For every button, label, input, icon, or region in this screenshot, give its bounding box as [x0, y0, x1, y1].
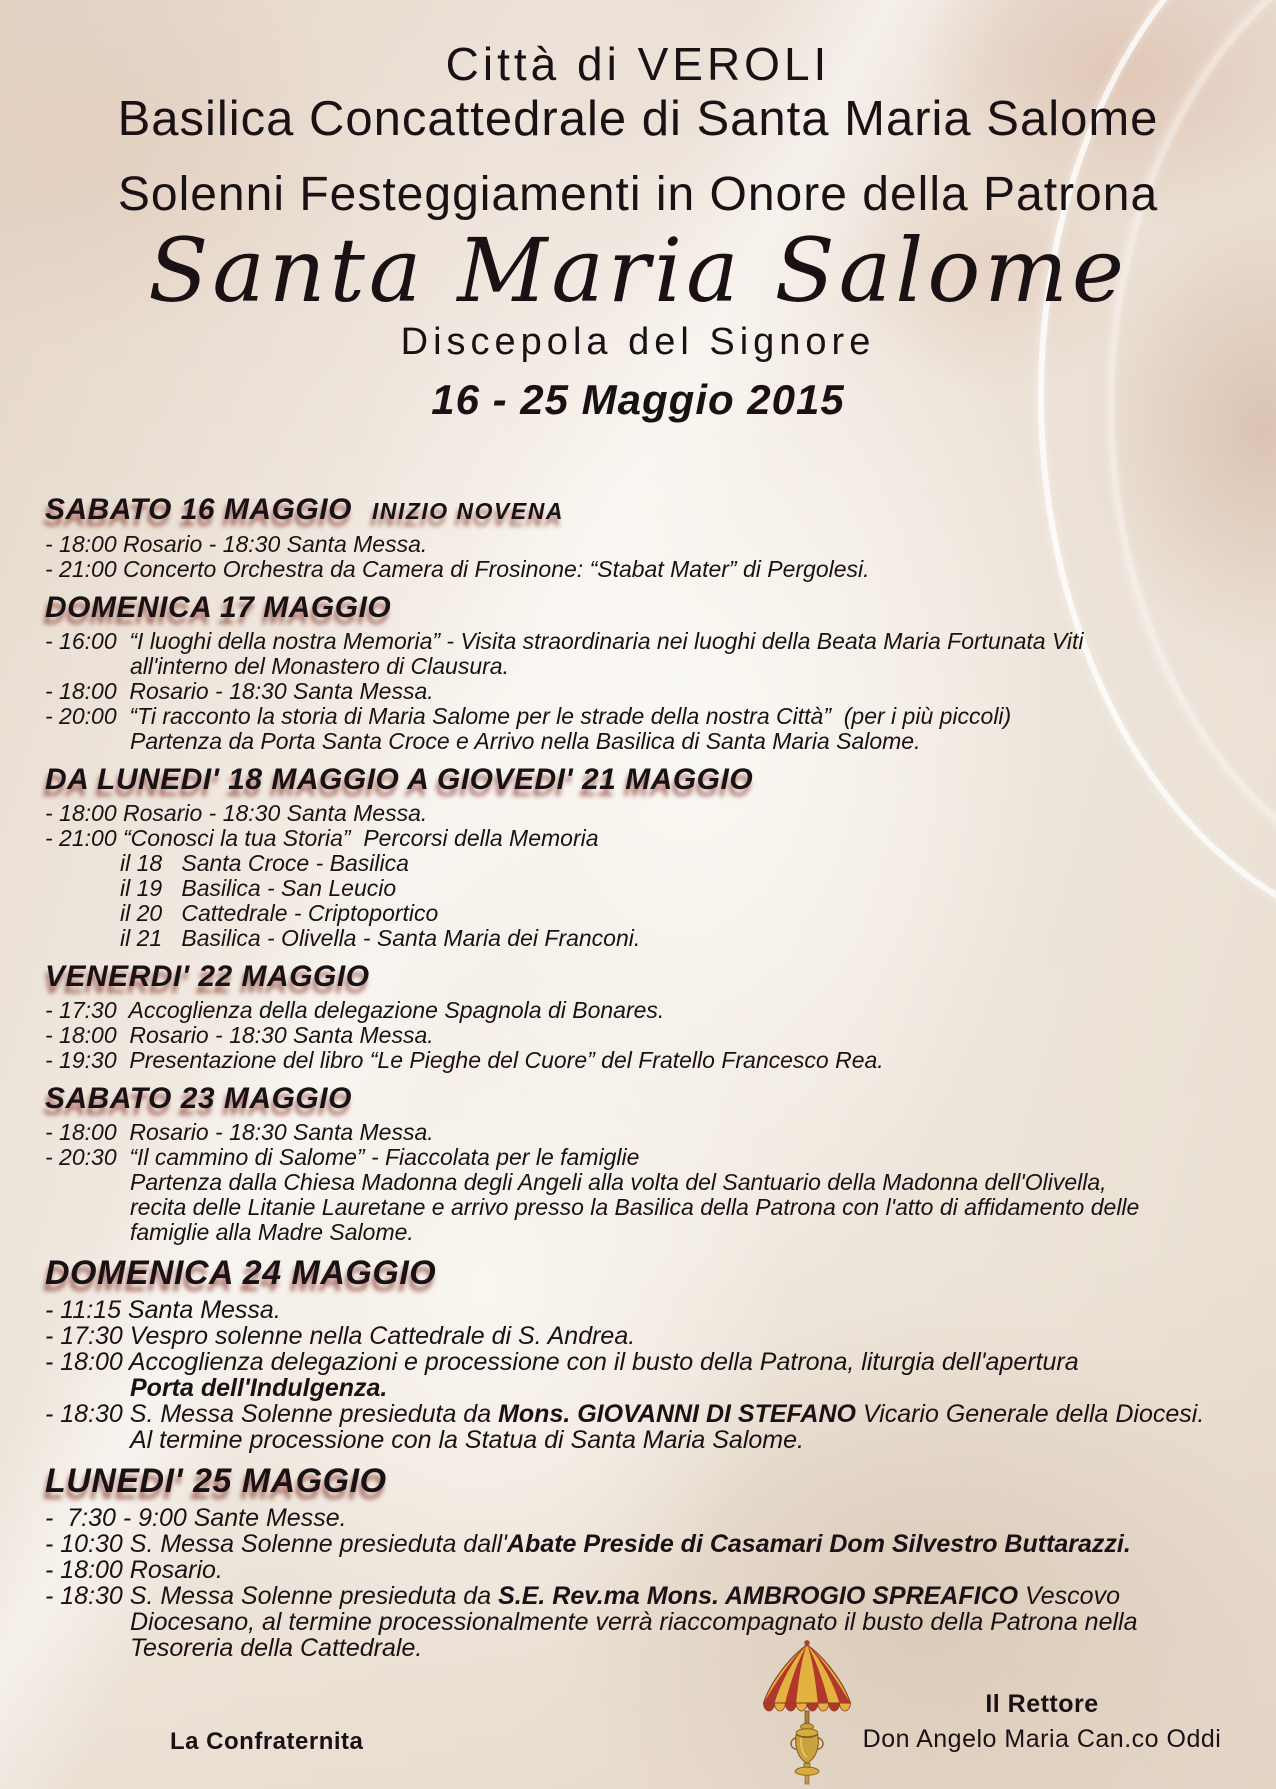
event-line: - 20:30 “Il cammino di Salome” - Fiaccolata per le famiglie: [45, 1144, 640, 1170]
event-line: il 20 Cattedrale - Criptoportico: [120, 900, 439, 926]
event-line: Partenza dalla Chiesa Madonna degli Angeli alla volta del Santuario della Madonna dell'Olivella,: [130, 1169, 1107, 1195]
event-line: - 7:30 - 9:00 Sante Messe.: [45, 1504, 347, 1532]
city-title: Città di VEROLI: [445, 38, 831, 90]
schedule-section-5: [45, 1083, 1231, 1245]
event-line: - 20:00 “Ti racconto la storia di Maria Salome per le strade della nostra Città” (per i più piccoli): [45, 703, 1012, 729]
event-line: - 18:30 S. Messa Solenne presieduta da S.E. Rev.ma Mons. AMBROGIO SPREAFICO Vescovo: [45, 1582, 1120, 1610]
event-line: Al termine processione con la Statua di Santa Maria Salome.: [130, 1426, 804, 1454]
event-line: - 18:00 Rosario - 18:30 Santa Messa.: [45, 531, 428, 557]
event-line: - 21:00 Concerto Orchestra da Camera di Frosinone: “Stabat Mater” di Pergolesi.: [45, 556, 870, 582]
event-line: Tesoreria della Cattedrale.: [130, 1634, 423, 1662]
event-line: il 18 Santa Croce - Basilica: [120, 850, 409, 876]
event-line: - 18:00 Rosario - 18:30 Santa Messa.: [45, 678, 434, 704]
section-title: SABATO 16 MAGGIO INIZIO NOVENA: [45, 493, 564, 526]
poster-header: [0, 0, 1276, 424]
event-line: - 17:30 Accoglienza della delegazione Spagnola di Bonares.: [45, 997, 665, 1023]
section-title: DOMENICA 17 MAGGIO: [45, 591, 392, 624]
event-line: - 18:00 Accoglienza delegazioni e processione con il busto della Patrona, liturgia dell'apertura: [45, 1348, 1079, 1376]
rector-name: Don Angelo Maria Can.co Oddi: [862, 1725, 1222, 1753]
event-line: Partenza da Porta Santa Croce e Arrivo nella Basilica di Santa Maria Salome.: [130, 728, 921, 754]
schedule-section-2: [45, 592, 1231, 754]
event-title: Solenni Festeggiamenti in Onore della Patrona: [117, 168, 1159, 221]
event-line: Diocesano, al termine processionalmente verrà riaccompagnato il busto della Patrona nella: [130, 1608, 1138, 1636]
event-line: - 18:00 Rosario - 18:30 Santa Messa.: [45, 800, 428, 826]
basilica-title: Basilica Concattedrale di Santa Maria Salome: [117, 92, 1159, 146]
event-line: recita delle Litanie Lauretane e arrivo presso la Basilica della Patrona con l'atto di affidamento delle: [130, 1194, 1140, 1220]
event-line: - 21:00 “Conosci la tua Storia” Percorsi della Memoria: [45, 825, 599, 851]
section-title: SABATO 23 MAGGIO: [45, 1082, 352, 1115]
event-line: - 16:00 “I luoghi della nostra Memoria” - Visita straordinaria nei luoghi della Beata Maria Fortunata Viti: [45, 628, 1084, 654]
event-line: - 18:00 Rosario - 18:30 Santa Messa.: [45, 1119, 434, 1145]
event-line: all'interno del Monastero di Clausura.: [130, 653, 509, 679]
rector-title: Il Rettore: [985, 1690, 1099, 1718]
event-line: il 21 Basilica - Olivella - Santa Maria dei Franconi.: [120, 925, 641, 951]
schedule: [45, 494, 1231, 1661]
section-title: VENERDI' 22 MAGGIO: [45, 960, 370, 993]
date-range: 16 - 25 Maggio 2015: [431, 376, 845, 423]
schedule-section-1: [45, 494, 1231, 582]
schedule-section-6: [45, 1255, 1231, 1453]
event-line: - 18:00 Rosario.: [45, 1556, 223, 1584]
schedule-section-7: [45, 1463, 1231, 1661]
signature-confraternita: La Confraternita: [170, 1728, 364, 1755]
subtitle: Discepola del Signore: [400, 321, 876, 363]
rector-signature-block: [862, 1690, 1222, 1754]
event-line: Porta dell'Indulgenza.: [130, 1374, 388, 1402]
event-line: - 10:30 S. Messa Solenne presieduta dall'Abate Preside di Casamari Dom Silvestro Buttarazzi.: [45, 1530, 1131, 1558]
event-line: - 18:30 S. Messa Solenne presieduta da Mons. GIOVANNI DI STEFANO Vicario Generale della Diocesi.: [45, 1400, 1205, 1428]
event-line: - 18:00 Rosario - 18:30 Santa Messa.: [45, 1022, 434, 1048]
event-line: - 19:30 Presentazione del libro “Le Pieghe del Cuore” del Fratello Francesco Rea.: [45, 1047, 884, 1073]
schedule-section-4: [45, 961, 1231, 1073]
event-line: - 17:30 Vespro solenne nella Cattedrale di S. Andrea.: [45, 1322, 636, 1350]
schedule-section-3: [45, 764, 1231, 951]
section-title: DA LUNEDI' 18 MAGGIO A GIOVEDI' 21 MAGGIO: [45, 763, 754, 796]
event-line: famiglie alla Madre Salome.: [130, 1219, 414, 1245]
section-title-suffix: INIZIO NOVENA: [371, 498, 564, 524]
patron-name-script-title: Santa Maria Salome: [148, 219, 1128, 322]
event-line: il 19 Basilica - San Leucio: [120, 875, 397, 901]
section-title: DOMENICA 24 MAGGIO: [45, 1254, 437, 1292]
section-title: LUNEDI' 25 MAGGIO: [45, 1462, 387, 1500]
event-line: - 11:15 Santa Messa.: [45, 1296, 281, 1324]
